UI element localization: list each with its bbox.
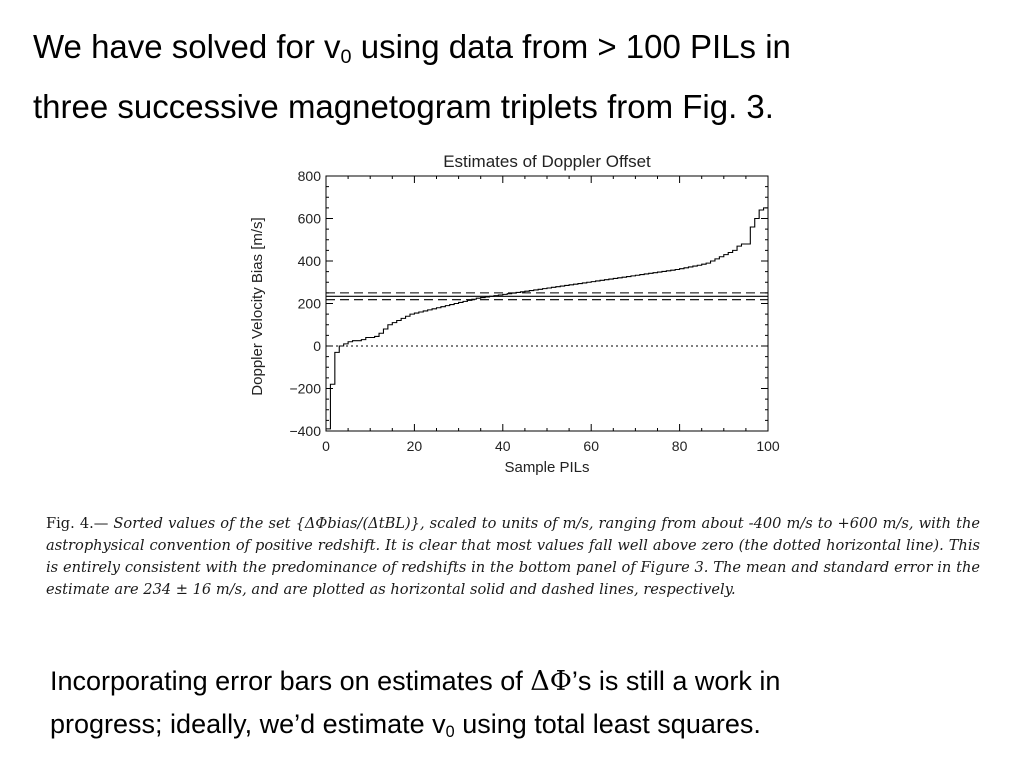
x-tick-label: 0 [322,438,330,454]
y-axis-label: Doppler Velocity Bias [m/s] [249,217,266,396]
x-tick-label: 40 [495,438,511,454]
slide-heading [33,22,993,132]
y-tick-label: 600 [297,210,321,227]
doppler-offset-chart [240,148,785,483]
x-tick-label: 80 [671,438,688,454]
x-axis-label: Sample PILs [504,459,590,476]
caption-text-before: Sorted values of the set [108,515,296,532]
y-tick-label: 0 [313,338,321,354]
chart-title: Estimates of Doppler Offset [443,152,651,171]
y-tick-label: 200 [297,295,321,312]
x-tick-label: 100 [756,438,780,454]
bottom-line-2 [50,703,950,753]
caption-math: {ΔΦbias/(ΔtBL)} [295,515,420,532]
caption-text-after: , scaled to units of m/s, ranging from about -400 m/s to +600 m/s, with the astrophysical convention of positive redshift. It is clear that most values fall well above zero (the dotted horizontal line). This is entirely consistent with the predominance of redshifts in the bottom panel of Figure 3. The mean and standard error in the estimate are 234 ± 16 m/s, and are plotted as horizontal solid and dashed lines, respectively. [46,515,980,598]
heading-text-1: We have solved for v [33,28,341,65]
bottom-text-2: ’s is still a work in [571,666,781,696]
heading-subscript: 0 [340,45,352,68]
y-tick-label: −200 [289,380,321,397]
figure-caption [46,513,980,601]
y-tick-label: 400 [297,253,321,269]
x-tick-label: 60 [583,438,599,454]
x-tick-label: 20 [406,438,423,454]
plot-frame [326,176,768,431]
bottom-text-4: using total least squares. [454,709,761,739]
caption-label: Fig. 4.— [46,515,109,532]
series-line [326,208,768,429]
bottom-subscript: 0 [445,723,455,742]
bottom-text-3: progress; ideally, we’d estimate v [50,709,446,739]
heading-line-2: three successive magnetogram triplets from Fig. 3. [33,87,774,125]
y-tick-label: −400 [289,423,321,439]
heading-line-1 [33,22,993,82]
y-tick-label: 800 [297,168,321,184]
bottom-greek: ΔΦ [530,666,572,697]
bottom-text-1: Incorporating error bars on estimates of [50,666,531,696]
bottom-line-1 [50,660,950,703]
bottom-paragraph [50,660,950,753]
heading-text-2: using data from > 100 PILs in [351,28,791,65]
